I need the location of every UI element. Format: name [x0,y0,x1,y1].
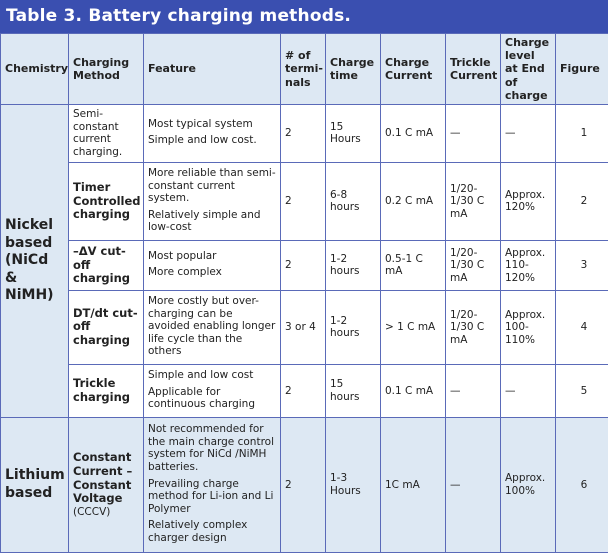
terminals-cell: 2 [281,417,326,552]
method-suffix: (CCCV) [73,506,110,518]
charge-time-cell: 1-2 hours [326,290,381,364]
feature-line: Most typical system [148,118,276,131]
header-figure: Figure [556,34,608,105]
figure-cell: 1 [556,104,608,162]
trickle-current-cell: — [446,417,501,552]
charge-current-cell: 1C mA [381,417,446,552]
figure-cell: 4 [556,290,608,364]
header-charge-time: Charge time [326,34,381,105]
header-row [1,34,608,105]
header-feature: Feature [144,34,281,105]
header-chemistry: Chemistry [1,34,69,105]
table-title: Table 3. Battery charging methods. [0,0,608,33]
feature-line: Most popular [148,250,276,263]
trickle-current-cell: 1/20-1/30 C mA [446,162,501,240]
header-charging-method: Charging Method [69,34,144,105]
feature-line: More complex [148,266,276,279]
table-row [1,290,608,364]
charge-current-cell: > 1 C mA [381,290,446,364]
feature-cell [144,417,281,552]
header-terminals: # of termi-nals [281,34,326,105]
feature-line: Simple and low cost. [148,134,276,147]
charge-current-cell: 0.1 C mA [381,364,446,417]
feature-line: More costly but over-charging can be avoided enabling longer life cycle than the others [148,295,276,358]
feature-line: Applicable for continuous charging [148,386,276,411]
battery-charging-table [0,33,608,553]
table-row [1,417,608,552]
charge-level-cell: — [501,364,556,417]
charge-level-cell: Approx. 100% [501,417,556,552]
charge-time-cell: 15 Hours [326,104,381,162]
feature-cell [144,240,281,290]
figure-cell: 5 [556,364,608,417]
method-cell: Semi-constant current charging. [69,104,144,162]
method-cell: Trickle charging [69,364,144,417]
terminals-cell: 2 [281,162,326,240]
charge-current-cell: 0.5-1 C mA [381,240,446,290]
charge-current-cell: 0.1 C mA [381,104,446,162]
charge-level-cell: Approx. 110-120% [501,240,556,290]
trickle-current-cell: — [446,364,501,417]
charge-level-cell: — [501,104,556,162]
feature-line: Simple and low cost [148,369,276,382]
feature-cell [144,290,281,364]
feature-line: More reliable than semi-constant current system. [148,167,276,205]
feature-cell [144,364,281,417]
charge-time-cell: 6-8 hours [326,162,381,240]
charge-level-cell: Approx. 120% [501,162,556,240]
terminals-cell: 2 [281,240,326,290]
charge-level-cell: Approx. 100-110% [501,290,556,364]
chemistry-cell-lithium: Lithium based [1,417,69,552]
method-name: Constant Current – Constant Voltage [73,450,132,505]
feature-line: Prevailing charge method for Li-ion and Li Polymer [148,478,276,516]
table-row [1,104,608,162]
header-charge-current: Charge Current [381,34,446,105]
figure-cell: 6 [556,417,608,552]
charge-time-cell: 1-3 Hours [326,417,381,552]
feature-cell [144,104,281,162]
charge-current-cell: 0.2 C mA [381,162,446,240]
feature-cell [144,162,281,240]
trickle-current-cell: 1/20-1/30 C mA [446,240,501,290]
trickle-current-cell: — [446,104,501,162]
charge-time-cell: 15 hours [326,364,381,417]
feature-line: Relatively complex charger design [148,519,276,544]
charge-time-cell: 1-2 hours [326,240,381,290]
header-charge-level: Charge level at End of charge [501,34,556,105]
feature-line: Not recommended for the main charge control system for NiCd /NiMH batteries. [148,423,276,473]
header-trickle-current: Trickle Current [446,34,501,105]
method-cell: DT/dt cut-off charging [69,290,144,364]
method-cell [69,417,144,552]
terminals-cell: 2 [281,104,326,162]
terminals-cell: 3 or 4 [281,290,326,364]
figure-cell: 3 [556,240,608,290]
feature-line: Relatively simple and low-cost [148,209,276,234]
figure-cell: 2 [556,162,608,240]
chemistry-cell-nickel: Nickel based (NiCd & NiMH) [1,104,69,417]
table-row [1,162,608,240]
table-row [1,364,608,417]
trickle-current-cell: 1/20-1/30 C mA [446,290,501,364]
method-cell: Timer Controlled charging [69,162,144,240]
table-row [1,240,608,290]
method-cell: –ΔV cut-off charging [69,240,144,290]
terminals-cell: 2 [281,364,326,417]
